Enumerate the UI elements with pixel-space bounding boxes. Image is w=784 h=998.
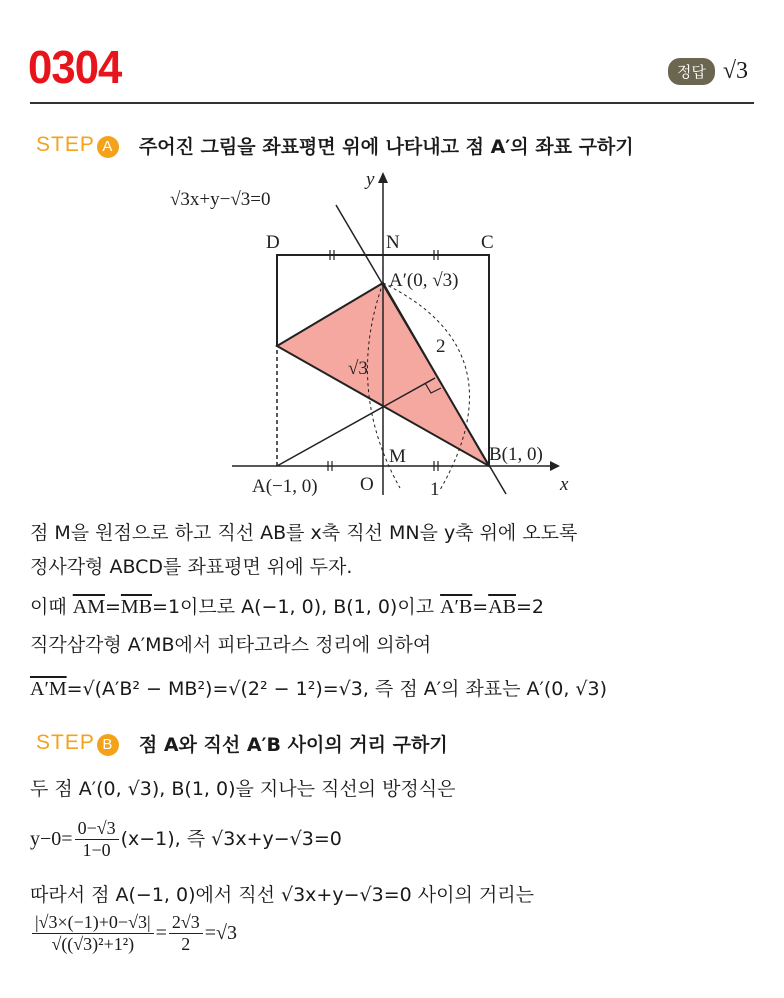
numerator: |√3×(−1)+0−√3| bbox=[32, 912, 154, 934]
line-equation-label: √3x+y−√3=0 bbox=[170, 189, 271, 210]
step-b-title: 점 A와 직선 A′B 사이의 거리 구하기 bbox=[138, 734, 448, 756]
numerator: 2√3 bbox=[169, 912, 203, 934]
fraction bbox=[32, 912, 154, 955]
text-line bbox=[30, 818, 342, 861]
point-n: N bbox=[386, 232, 400, 253]
length-1: 1 bbox=[430, 479, 440, 500]
text: =2 bbox=[515, 596, 544, 618]
step-b-heading bbox=[36, 730, 448, 757]
text: 이때 bbox=[30, 596, 73, 618]
text-line: 두 점 A′(0, √3), B(1, 0)을 지나는 직선의 방정식은 bbox=[30, 778, 456, 800]
x-axis-arrow bbox=[550, 461, 560, 471]
text-line bbox=[30, 674, 607, 701]
point-a: A(−1, 0) bbox=[252, 476, 318, 497]
step-a-title: 주어진 그림을 좌표평면 위에 나타내고 점 A′의 좌표 구하기 bbox=[138, 136, 634, 158]
text-line bbox=[30, 912, 237, 955]
length-2: 2 bbox=[436, 336, 446, 357]
text: =1이므로 A(−1, 0), B(1, 0)이고 bbox=[152, 596, 441, 618]
text-line bbox=[30, 592, 544, 619]
text: = bbox=[155, 922, 167, 944]
length-sqrt3: √3 bbox=[348, 358, 368, 379]
origin-o: O bbox=[360, 474, 374, 495]
point-c: C bbox=[481, 232, 494, 253]
y-axis-label: y bbox=[366, 169, 375, 190]
point-m: M bbox=[389, 446, 406, 467]
y-axis-arrow bbox=[378, 172, 388, 183]
denominator: 1−0 bbox=[82, 840, 111, 860]
text-line: 정사각형 ABCD를 좌표평면 위에 두자. bbox=[30, 556, 353, 578]
x-axis-label: x bbox=[560, 474, 569, 495]
segment-a-prime-b: A′B bbox=[440, 596, 473, 618]
numerator: 0−√3 bbox=[75, 818, 119, 840]
point-b: B(1, 0) bbox=[489, 444, 543, 465]
answer-value: √3 bbox=[722, 58, 748, 84]
denominator: 2 bbox=[181, 934, 191, 954]
segment-ab: $\overline{AB}$ bbox=[488, 596, 516, 618]
text: =√3 bbox=[204, 922, 237, 944]
text: = bbox=[104, 596, 121, 618]
segment-mb: $\overline{MB}$ bbox=[120, 596, 153, 618]
text: y−0= bbox=[30, 828, 73, 850]
denominator: √((√3)²+1²) bbox=[51, 934, 135, 954]
answer-badge: 정답 bbox=[668, 58, 715, 85]
point-a-prime: A′(0, √3) bbox=[389, 270, 459, 291]
segment-a-prime-m: A′M bbox=[30, 678, 67, 700]
text-line: 직각삼각형 A′MB에서 피타고라스 정리에 의하여 bbox=[30, 634, 432, 656]
step-tag bbox=[36, 731, 119, 756]
text: (x−1), 즉 √3x+y−√3=0 bbox=[120, 828, 342, 850]
problem-number: 0304 bbox=[28, 41, 122, 93]
step-label: STEP bbox=[36, 133, 95, 156]
text-line: 따라서 점 A(−1, 0)에서 직선 √3x+y−√3=0 사이의 거리는 bbox=[30, 884, 534, 906]
step-label: STEP bbox=[36, 731, 95, 754]
segment-am: $\overline{AM}$ bbox=[72, 596, 105, 618]
point-d: D bbox=[266, 232, 280, 253]
text-line: 점 M을 원점으로 하고 직선 AB를 x축 직선 MN을 y축 위에 오도록 bbox=[30, 522, 578, 544]
text: = bbox=[472, 596, 489, 618]
step-letter: B bbox=[97, 734, 119, 756]
fraction bbox=[169, 912, 203, 955]
fraction bbox=[75, 818, 119, 861]
text: =√(A′B² − MB²)=√(2² − 1²)=√3, 즉 점 A′의 좌표는 A′(0, √3) bbox=[66, 678, 608, 700]
step-letter: A bbox=[97, 136, 119, 158]
